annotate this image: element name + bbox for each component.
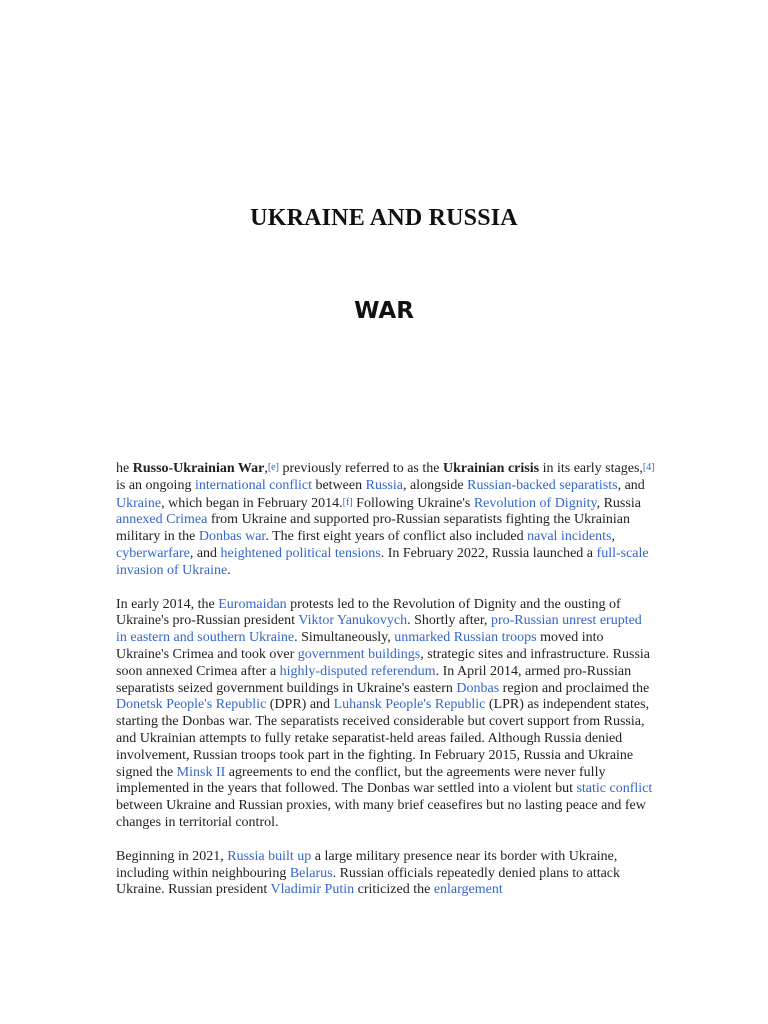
text-run: Following Ukraine's xyxy=(352,495,474,511)
article-link[interactable]: Revolution of Dignity xyxy=(473,495,597,511)
bold-term: Russo-Ukrainian War xyxy=(132,461,265,476)
text-run: , alongside xyxy=(402,477,468,493)
article-link[interactable]: naval incidents xyxy=(527,529,612,545)
text-run: , which began in February 2014. xyxy=(161,495,343,511)
document-title: UKRAINE AND RUSSIA xyxy=(250,205,518,231)
article-link[interactable]: highly-disputed referendum xyxy=(279,663,436,679)
article-link[interactable]: annexed Crimea xyxy=(116,512,208,528)
text-run: , xyxy=(611,529,615,545)
text-run: region and proclaimed the xyxy=(499,680,650,696)
text-run: in its early stages, xyxy=(539,461,643,476)
article-link[interactable]: Russia xyxy=(365,477,403,493)
article-link[interactable]: Donetsk People's Republic xyxy=(116,697,267,713)
article-link[interactable]: Euromaidan xyxy=(218,596,287,612)
article-link[interactable]: Belarus xyxy=(289,865,333,881)
text-run: . xyxy=(227,562,231,578)
citation-link[interactable]: [4] xyxy=(642,462,655,473)
article-link[interactable]: Luhansk People's Republic xyxy=(333,697,486,713)
document-subtitle: WAR xyxy=(354,298,414,324)
text-run: In early 2014, the xyxy=(116,596,219,612)
text-run: , xyxy=(264,461,268,476)
paragraph-intro xyxy=(116,460,656,580)
text-run: protests led to the Revolution of Dignity and the ousting of Ukraine's pro-Russian president xyxy=(116,596,621,629)
text-run: , and xyxy=(617,477,645,493)
text-run: Beginning in 2021, xyxy=(116,848,228,864)
article-link[interactable]: pro-Russian unrest erupted in eastern and southern Ukraine xyxy=(116,613,642,646)
article-link[interactable]: full-scale invasion of Ukraine xyxy=(116,545,649,578)
text-run: agreements to end the conflict, but the agreements were never fully implemented in the years that followed. The Donbas war settled into a violent but xyxy=(116,764,606,797)
text-run: a large military presence near its border with Ukraine, including within neighbouring xyxy=(116,848,618,881)
article-link[interactable]: Viktor Yanukovych xyxy=(298,613,408,629)
text-run: , and xyxy=(189,545,221,561)
article-link[interactable]: Ukraine xyxy=(116,495,162,511)
text-run: . Russian officials repeatedly denied plans to attack Ukraine. Russian president xyxy=(116,865,621,898)
article-link[interactable]: cyberwarfare xyxy=(116,545,190,561)
article-link[interactable]: Russia built up xyxy=(227,848,312,864)
text-run: (LPR) as independent states, starting the Donbas war. The separatists received considerable but covert support from Russia, and Ukrainian attempts to fully retake separatist-held areas failed. Although Russia denied involvement, Russian troops took part in the fighting. In February 2015, Russia and Ukraine signed the xyxy=(116,697,650,780)
paragraph-2021-buildup xyxy=(116,849,656,899)
text-run: . In April 2014, armed pro-Russian separatists seized government buildings in Ukraine's eastern xyxy=(116,663,632,696)
text-run: between xyxy=(311,477,366,493)
text-run: . The first eight years of conflict also included xyxy=(265,529,528,545)
article-link[interactable]: Russian-backed separatists xyxy=(467,477,618,493)
text-run: he xyxy=(116,461,133,476)
article-body xyxy=(116,460,656,916)
text-run: . Shortly after, xyxy=(407,613,491,629)
text-run: between Ukraine and Russian proxies, with many brief ceasefires but no lasting peace and few changes in territorial control. xyxy=(116,798,646,830)
text-run: is an ongoing xyxy=(116,477,195,493)
text-run: previously referred to as the xyxy=(278,461,443,476)
article-link[interactable]: international conflict xyxy=(194,477,312,493)
citation-link[interactable]: [f] xyxy=(342,496,353,508)
text-run: , Russia xyxy=(596,495,641,511)
article-link[interactable]: enlargement xyxy=(433,882,503,898)
text-run: moved into Ukraine's Crimea and took over xyxy=(116,630,604,662)
article-link[interactable]: Donbas war xyxy=(198,529,266,545)
text-run: from Ukraine and supported pro-Russian separatists fighting the Ukrainian military in the xyxy=(116,512,630,545)
text-run: (DPR) and xyxy=(266,697,334,713)
article-link[interactable]: heightened political tensions xyxy=(220,545,381,561)
text-run: . In February 2022, Russia launched a xyxy=(380,545,597,561)
article-link[interactable]: Vladimir Putin xyxy=(270,882,355,898)
bold-term: Ukrainian crisis xyxy=(443,461,540,476)
article-link[interactable]: Donbas xyxy=(456,680,500,696)
article-link[interactable]: government buildings xyxy=(297,646,421,662)
article-link[interactable]: static conflict xyxy=(576,781,653,797)
paragraph-2014-events xyxy=(116,597,656,832)
text-run: criticized the xyxy=(354,882,434,898)
citation-link[interactable]: [e] xyxy=(267,462,279,473)
article-link[interactable]: unmarked Russian troops xyxy=(394,630,537,646)
article-link[interactable]: Minsk II xyxy=(176,764,226,780)
text-run: . Simultaneously, xyxy=(294,630,395,646)
text-run: , strategic sites and infrastructure. Russia soon annexed Crimea after a xyxy=(116,646,651,679)
